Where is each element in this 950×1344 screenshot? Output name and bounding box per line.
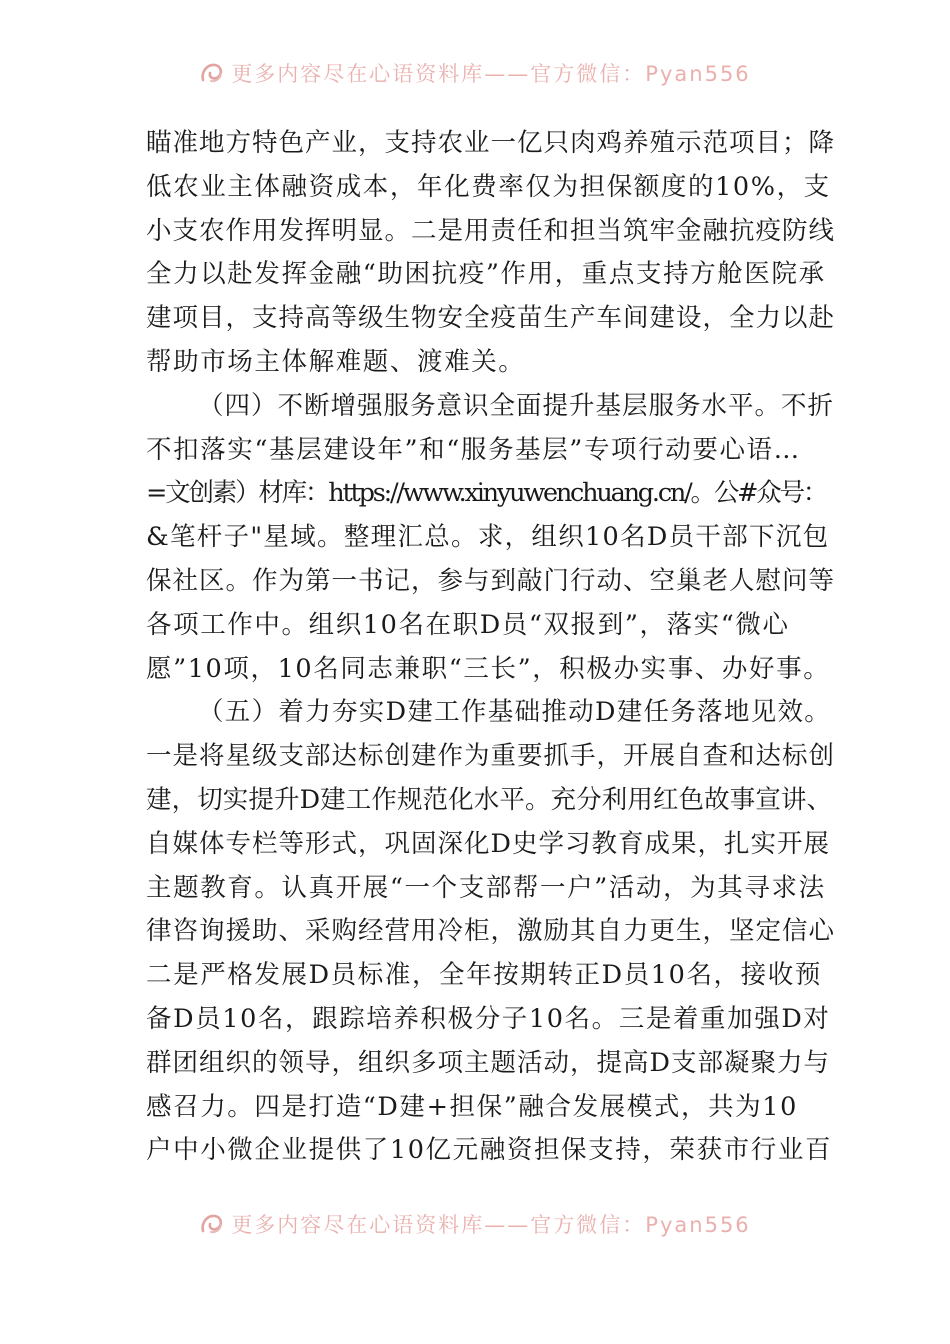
text-line: 备D员10名，跟踪培养积极分子10名。三是着重加强D对 [146, 1003, 831, 1034]
text-line: 律咨询援助、采购经营用冷柜，激励其自力更生，坚定信心 [146, 916, 836, 947]
header-watermark-text: 更多内容尽在心语资料库——官方微信：Pyan556 [231, 62, 751, 86]
header-watermark-banner [0, 56, 950, 90]
footer-watermark-banner [0, 1207, 950, 1241]
paragraph-heading-line: （五）着力夯实D建工作基础推动D建任务落地见效。 [198, 697, 832, 728]
text-line: 群团组织的领导，组织多项主题活动，提高D支部凝聚力与 [146, 1047, 830, 1078]
text-line: 愿”10项，10名同志兼职“三长”，积极办实事、办好事。 [146, 653, 831, 684]
text-line: 二是严格发展D员标准，全年按期转正D员10名，接收预 [146, 960, 822, 991]
text-line: =文创素）材库：https://www.xinyuwenchuang.cn/。公#众号： [146, 478, 827, 509]
text-line: 瞄准地方特色产业，支持农业一亿只肉鸡养殖示范项目；降 [146, 128, 836, 158]
text-line: 帮助市场主体解难题、渡难关。 [146, 346, 526, 377]
text-line: 感召力。四是打造“D建+担保”融合发展模式，共为10 [146, 1091, 798, 1122]
footer-watermark-text: 更多内容尽在心语资料库——官方微信：Pyan556 [231, 1213, 751, 1237]
text-line: &笔杆子"星域。整理汇总。求，组织10名D员干部下沉包 [146, 522, 830, 553]
logo-icon [199, 60, 225, 86]
text-line: 建，切实提升D建工作规范化水平。充分利用红色故事宣讲、 [146, 784, 833, 815]
text-line: 各项工作中。组织10名在职D员“双报到”，落实“微心 [146, 609, 790, 640]
paragraph-heading-line: （四）不断增强服务意识全面提升基层服务水平。不折 [198, 390, 835, 421]
text-line: 小支农作用发挥明显。二是用责任和担当筑牢金融抗疫防线 [146, 215, 836, 246]
document-body [146, 122, 836, 1173]
text-line: 保社区。作为第一书记，参与到敲门行动、空巢老人慰问等 [146, 565, 836, 596]
text-line: 一是将星级支部达标创建作为重要抓手，开展自查和达标创 [146, 741, 836, 772]
text-line: 主题教育。认真开展“一个支部帮一户”活动，为其寻求法 [146, 872, 826, 903]
text-line: 不扣落实“基层建设年”和“服务基层”专项行动要心语… [146, 434, 801, 465]
logo-icon [199, 1211, 225, 1237]
text-line: 全力以赴发挥金融“助困抗疫”作用，重点支持方舱医院承 [146, 259, 826, 290]
text-line: 户中小微企业提供了10亿元融资担保支持，荣获市行业百 [146, 1135, 833, 1166]
text-line: 自媒体专栏等形式，巩固深化D史学习教育成果，扎实开展 [146, 828, 830, 859]
text-line: 建项目，支持高等级生物安全疫苗生产车间建设，全力以赴 [146, 303, 836, 334]
text-line: 低农业主体融资成本，年化费率仅为担保额度的10%，支 [146, 171, 831, 202]
